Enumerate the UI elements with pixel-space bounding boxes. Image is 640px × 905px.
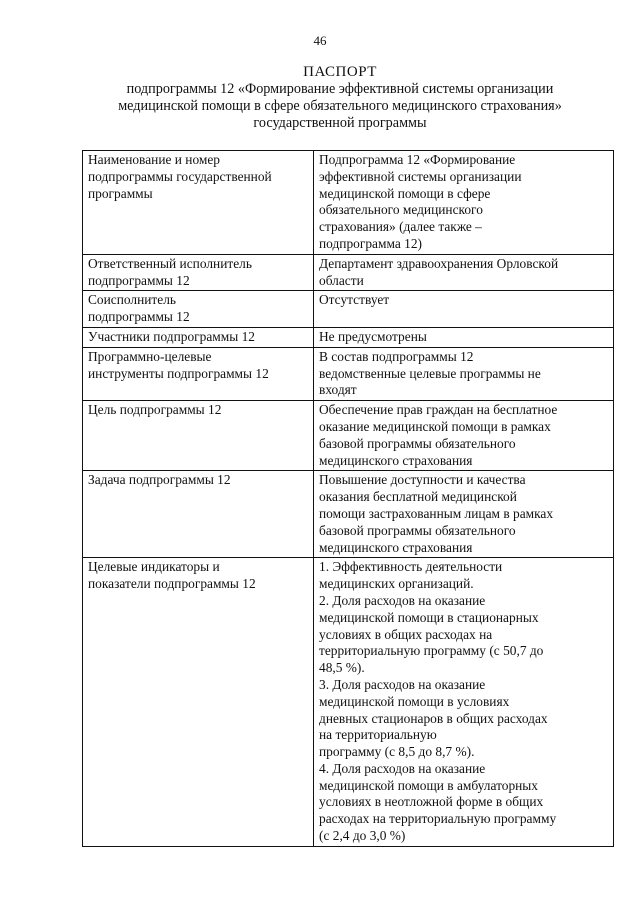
label-text-line: Программно-целевые — [88, 348, 212, 364]
table-row — [83, 347, 614, 400]
value-text-line: Подпрограмма 12 «Формирование — [319, 152, 516, 167]
table-row — [83, 558, 614, 847]
label-text-line: Соисполнитель — [88, 292, 177, 308]
page-number: 46 — [313, 33, 327, 48]
label-text-line: Ответственный исполнитель — [88, 255, 252, 271]
value-text-line: медицинских организаций. — [319, 576, 474, 592]
value-text-line: программу (с 8,5 до 8,7 %). — [319, 744, 475, 760]
value-text-line: Обеспечение прав граждан на бесплатное — [319, 402, 558, 418]
value-text-line: Не предусмотрены — [319, 328, 427, 344]
value-text-line: подпрограмма 12) — [319, 235, 422, 251]
value-text-line: Отсутствует — [319, 292, 390, 308]
row-value-cell — [314, 151, 614, 255]
value-text-line: медицинского страхования — [319, 539, 473, 555]
label-text-line: программы — [88, 185, 153, 201]
value-text-line: (с 2,4 до 3,0 %) — [319, 828, 406, 844]
table-row — [83, 401, 614, 471]
value-text-line: дневных стационаров в общих расходах — [319, 710, 548, 726]
row-value-cell — [314, 254, 614, 291]
value-text-line: условиях в общих расходах на — [319, 626, 493, 642]
label-text-line: Наименование и номер — [88, 152, 221, 167]
row-label-cell — [83, 558, 314, 847]
value-text-line: эффективной системы организации — [319, 168, 522, 184]
label-text-line: подпрограммы 12 — [88, 309, 190, 325]
value-text-line: 4. Доля расходов на оказание — [319, 760, 486, 776]
label-text-line: Задача подпрограммы 12 — [88, 472, 231, 488]
title-line: государственной программы — [253, 115, 427, 131]
label-text-line: Целевые индикаторы и — [88, 559, 220, 575]
passport-heading — [60, 64, 620, 132]
value-text-line: Департамент здравоохранения Орловской — [319, 255, 559, 271]
value-text-line: 48,5 %). — [319, 660, 365, 676]
value-text-line: медицинской помощи в амбулаторных — [319, 777, 538, 793]
row-label-cell — [83, 254, 314, 291]
value-text-line: области — [319, 272, 364, 288]
title-line: подпрограммы 12 «Формирование эффективной системы организации — [126, 81, 554, 97]
row-value-cell — [314, 291, 614, 328]
value-text-line: страхования» (далее также – — [319, 219, 482, 235]
label-text-line: инструменты подпрограммы 12 — [88, 365, 269, 381]
value-text-line: 1. Эффективность деятельности — [319, 559, 503, 575]
value-text-line: медицинской помощи в условиях — [319, 693, 510, 709]
value-text-line: помощи застрахованным лицам в рамках — [319, 505, 554, 521]
value-text-line: базовой программы обязательного — [319, 522, 516, 538]
row-label-cell — [83, 291, 314, 328]
value-text-line: 3. Доля расходов на оказание — [319, 676, 486, 692]
value-text-line: ведомственные целевые программы не — [319, 365, 541, 381]
value-text-line: 2. Доля расходов на оказание — [319, 592, 486, 608]
value-text-line: медицинской помощи в сфере — [319, 185, 491, 201]
table-row — [83, 151, 614, 255]
value-text-line: В состав подпрограммы 12 — [319, 348, 474, 364]
value-text-line: медицинского страхования — [319, 452, 473, 468]
table-row — [83, 471, 614, 558]
label-text-line: Цель подпрограммы 12 — [88, 402, 222, 418]
row-value-cell — [314, 401, 614, 471]
label-text-line: подпрограммы государственной — [88, 168, 272, 184]
table-row — [83, 254, 614, 291]
value-text-line: расходах на территориальную программу — [319, 811, 557, 827]
row-label-cell — [83, 347, 314, 400]
row-value-cell — [314, 327, 614, 347]
title-line: медицинской помощи в сфере обязательного медицинского страхования» — [118, 98, 562, 114]
table-row — [83, 291, 614, 328]
row-label-cell — [83, 401, 314, 471]
label-text-line: подпрограммы 12 — [88, 272, 190, 288]
row-label-cell — [83, 327, 314, 347]
value-text-line: обязательного медицинского — [319, 202, 483, 218]
row-label-cell — [83, 471, 314, 558]
value-text-line: медицинской помощи в стационарных — [319, 609, 539, 625]
row-label-cell — [83, 151, 314, 255]
passport-table — [82, 150, 614, 847]
value-text-line: территориальную программу (с 50,7 до — [319, 643, 544, 659]
label-text-line: Участники подпрограммы 12 — [88, 328, 255, 344]
value-text-line: оказания бесплатной медицинской — [319, 489, 517, 505]
row-value-cell — [314, 558, 614, 847]
value-text-line: на территориальную — [319, 727, 437, 743]
label-text-line: показатели подпрограммы 12 — [88, 576, 256, 592]
passport-table-body — [83, 151, 614, 847]
document-title: ПАСПОРТ — [303, 64, 377, 80]
value-text-line: Повышение доступности и качества — [319, 472, 526, 488]
value-text-line: оказание медицинской помощи в рамках — [319, 418, 551, 434]
value-text-line: входят — [319, 382, 357, 398]
row-value-cell — [314, 471, 614, 558]
table-row — [83, 327, 614, 347]
value-text-line: условиях в неотложной форме в общих — [319, 794, 544, 810]
row-value-cell — [314, 347, 614, 400]
value-text-line: базовой программы обязательного — [319, 435, 516, 451]
